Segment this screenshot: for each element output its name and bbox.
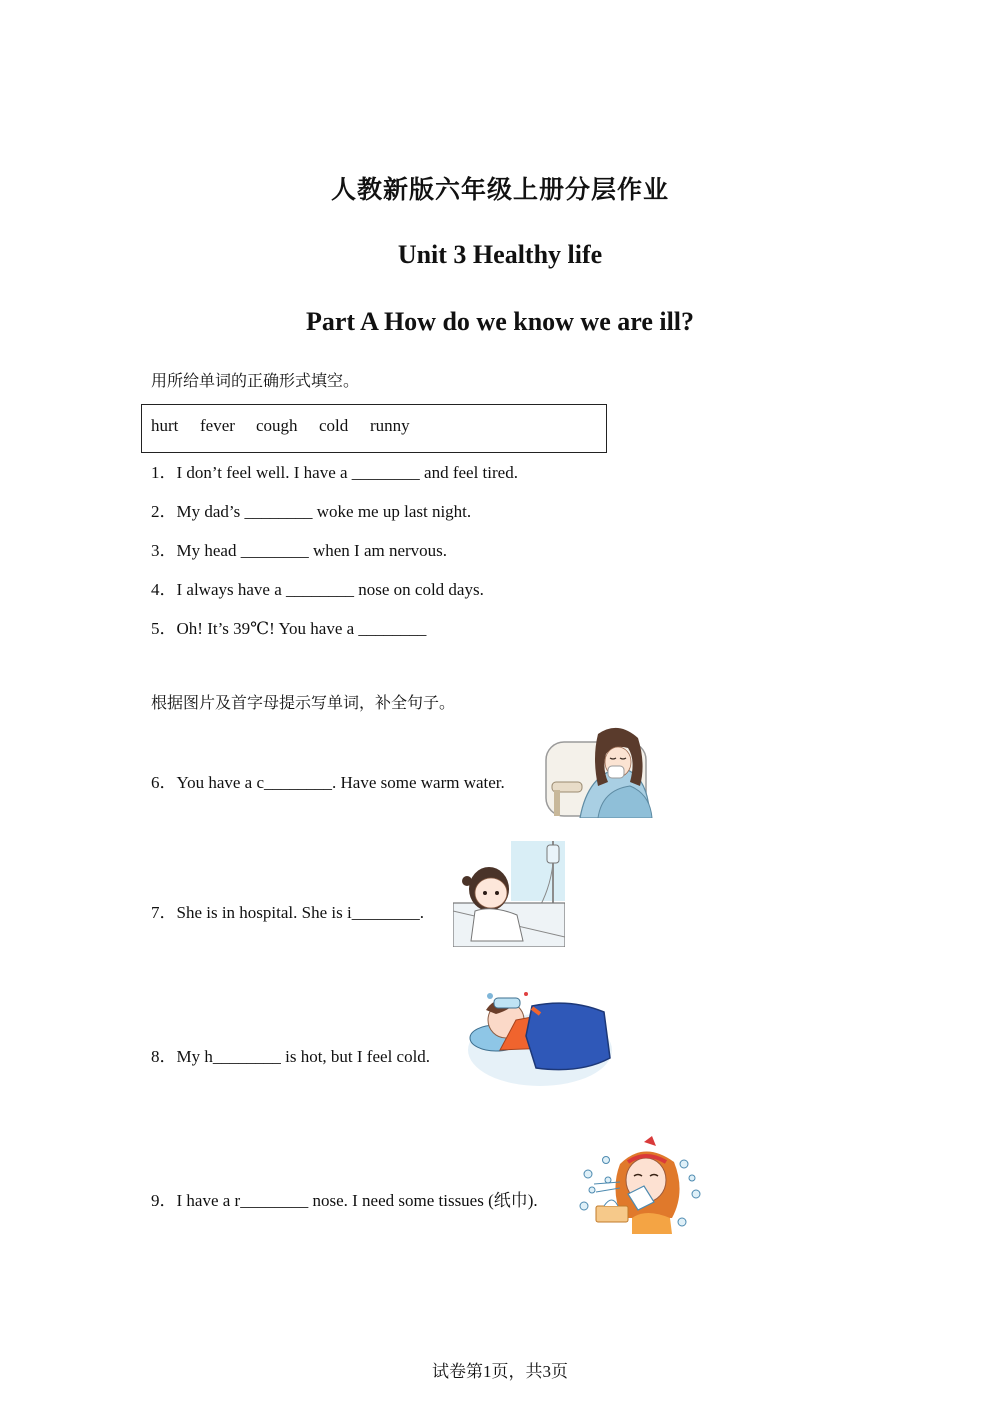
question-4 xyxy=(151,575,484,600)
question-number: 6． xyxy=(151,773,177,792)
question-text: She is in hospital. She is i________. xyxy=(176,903,424,922)
question-number: 1． xyxy=(151,463,177,482)
question-text: Oh! It’s 39℃! You have a ________ xyxy=(176,619,427,638)
question-text: You have a c________. Have some warm water. xyxy=(176,773,505,792)
question-text: I always have a ________ nose on cold days. xyxy=(176,580,484,599)
question-5 xyxy=(151,614,426,639)
question-1 xyxy=(151,458,518,483)
boy-fever-illustration xyxy=(460,988,614,1090)
word-bank-item: cough xyxy=(256,416,298,435)
question-8 xyxy=(151,1042,430,1067)
question-text: My dad’s ________ woke me up last night. xyxy=(176,502,472,521)
section2-instruction: 根据图片及首字母提示写单词，补全句子。 xyxy=(151,693,456,712)
word-bank-box xyxy=(141,404,607,453)
question-3 xyxy=(151,536,447,561)
girl-hospital-illustration xyxy=(453,841,565,947)
unit-title: Unit 3 Healthy life xyxy=(397,240,603,269)
question-number: 3． xyxy=(151,541,177,560)
word-bank-item: cold xyxy=(319,416,349,435)
question-6 xyxy=(151,768,505,793)
word-bank-item: runny xyxy=(370,416,410,435)
question-number: 5． xyxy=(151,619,177,638)
word-bank-item: hurt xyxy=(151,416,179,435)
question-text: I have a r________ nose. I need some tissues (纸巾). xyxy=(176,1191,538,1210)
part-title: Part A How do we know we are ill? xyxy=(305,307,695,336)
question-9 xyxy=(151,1186,538,1211)
question-number: 9． xyxy=(151,1191,177,1210)
word-bank-item: fever xyxy=(200,416,235,435)
question-number: 8． xyxy=(151,1047,177,1066)
question-text: My h________ is hot, but I feel cold. xyxy=(176,1047,431,1066)
question-number: 4． xyxy=(151,580,177,599)
question-text: I don’t feel well. I have a ________ and feel tired. xyxy=(176,463,518,482)
page-footer: 试卷第1页，共3页 xyxy=(432,1362,568,1381)
question-number: 2． xyxy=(151,502,177,521)
section1-instruction: 用所给单词的正确形式填空。 xyxy=(151,371,360,390)
question-text: My head ________ when I am nervous. xyxy=(176,541,448,560)
question-2 xyxy=(151,497,471,522)
girl-sneezing-illustration xyxy=(574,1134,706,1234)
girl-coughing-illustration xyxy=(540,724,654,818)
question-number: 7． xyxy=(151,903,177,922)
page-title: 人教新版六年级上册分层作业 xyxy=(330,175,669,204)
question-7 xyxy=(151,898,424,923)
